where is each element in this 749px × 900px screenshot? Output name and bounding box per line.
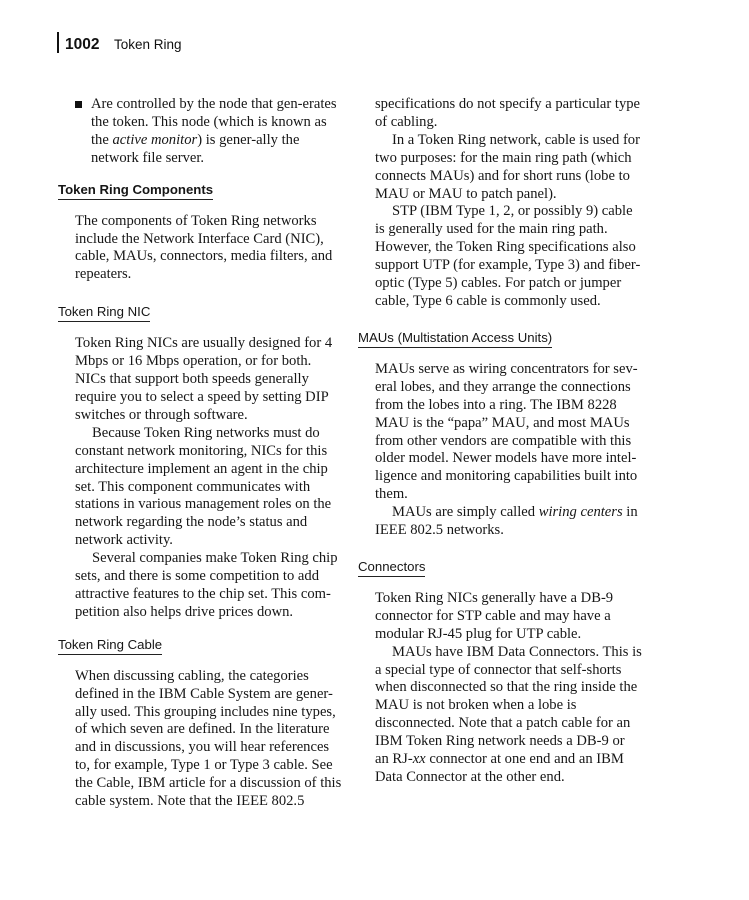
paragraph: When discussing cabling, the categories defined in the IBM Cable System are gener-ally used. This grouping includes nine types, of which seven are defined. In the literature and in discussions, you will hear references to, for example, Type 1 or Type 3 cable. See the Cable, IBM article for a discussion of this cable system. Note that the IEEE 802.5 xyxy=(75,667,342,810)
paragraph: STP (IBM Type 1, 2, or possibly 9) cable is generally used for the main ring path. However, the Token Ring specifications also support UTP (for example, Type 3) and fiber-optic (Type 5) cables. For patch or jumper cable, Type 6 cable is commonly used. xyxy=(375,203,641,309)
subsection-heading-connectors: Connectors xyxy=(358,559,425,577)
page-number: 1002 xyxy=(65,36,100,53)
paragraph: MAUs serve as wiring concentrators for sev-eral lobes, and they arrange the connections from the lobes into a ring. The IBM 8228 MAU is the “papa” MAU, and most MAUs from other vendors are compatible with this older model. Newer models have more intel-ligence and monitoring capabilities built into them. xyxy=(375,360,638,503)
subsection-heading-maus: MAUs (Multistation Access Units) xyxy=(358,330,552,348)
paragraph: Token Ring NICs are usually designed for 4 Mbps or 16 Mbps operation, or for both. NICs that support both speeds generally require you to select a speed by setting DIP switches or through software. xyxy=(75,335,333,423)
paragraph: MAUs have IBM Data Connectors. This is a special type of connector that self-shorts when disconnected so that the ring inside the MAU is not broken when a lobe is disconnected. Note that a patch cable for an IBM Token Ring network needs a DB-9 or an RJ-xx connector at one end and an IBM Data Connector at the other end. xyxy=(375,643,642,785)
right-column xyxy=(358,96,642,787)
running-head-rule xyxy=(57,32,59,53)
running-head-title: Token Ring xyxy=(114,37,182,52)
section-heading-token-ring-components: Token Ring Components xyxy=(58,182,213,200)
paragraph: The components of Token Ring networks include the Network Interface Card (NIC), cable, MAUs, connectors, media filters, and repeaters. xyxy=(75,212,333,283)
paragraph: specifications do not specify a particular type of cabling. xyxy=(375,96,641,130)
left-column xyxy=(58,96,342,811)
subsection-heading-token-ring-cable: Token Ring Cable xyxy=(58,637,162,655)
paragraph: In a Token Ring network, cable is used for two purposes: for the main ring path (which connects MAUs) and for short runs (lobe to MAU or MAU to patch panel). xyxy=(375,131,640,202)
paragraph: Several companies make Token Ring chip sets, and there is some competition to add attractive features to the chip set. This com-petition also helps drive prices down. xyxy=(75,550,338,620)
paragraph: Because Token Ring networks must do constant network monitoring, NICs for this architecture implement an agent in the chip set. This component communicates with stations in various management roles on the network regarding the node’s status and network activity. xyxy=(75,424,332,549)
square-bullet-icon xyxy=(75,101,82,108)
paragraph: Token Ring NICs generally have a DB-9 connector for STP cable and may have a modular RJ-45 plug for UTP cable. xyxy=(375,589,614,642)
list-item: Are controlled by the node that gen-erates the token. This node (which is known as the active monitor) is gener-ally the network file server. xyxy=(91,96,342,168)
subsection-heading-token-ring-nic: Token Ring NIC xyxy=(58,304,150,322)
paragraph: MAUs are simply called wiring centers in IEEE 802.5 networks. xyxy=(375,504,638,539)
bullet-list xyxy=(58,96,342,168)
